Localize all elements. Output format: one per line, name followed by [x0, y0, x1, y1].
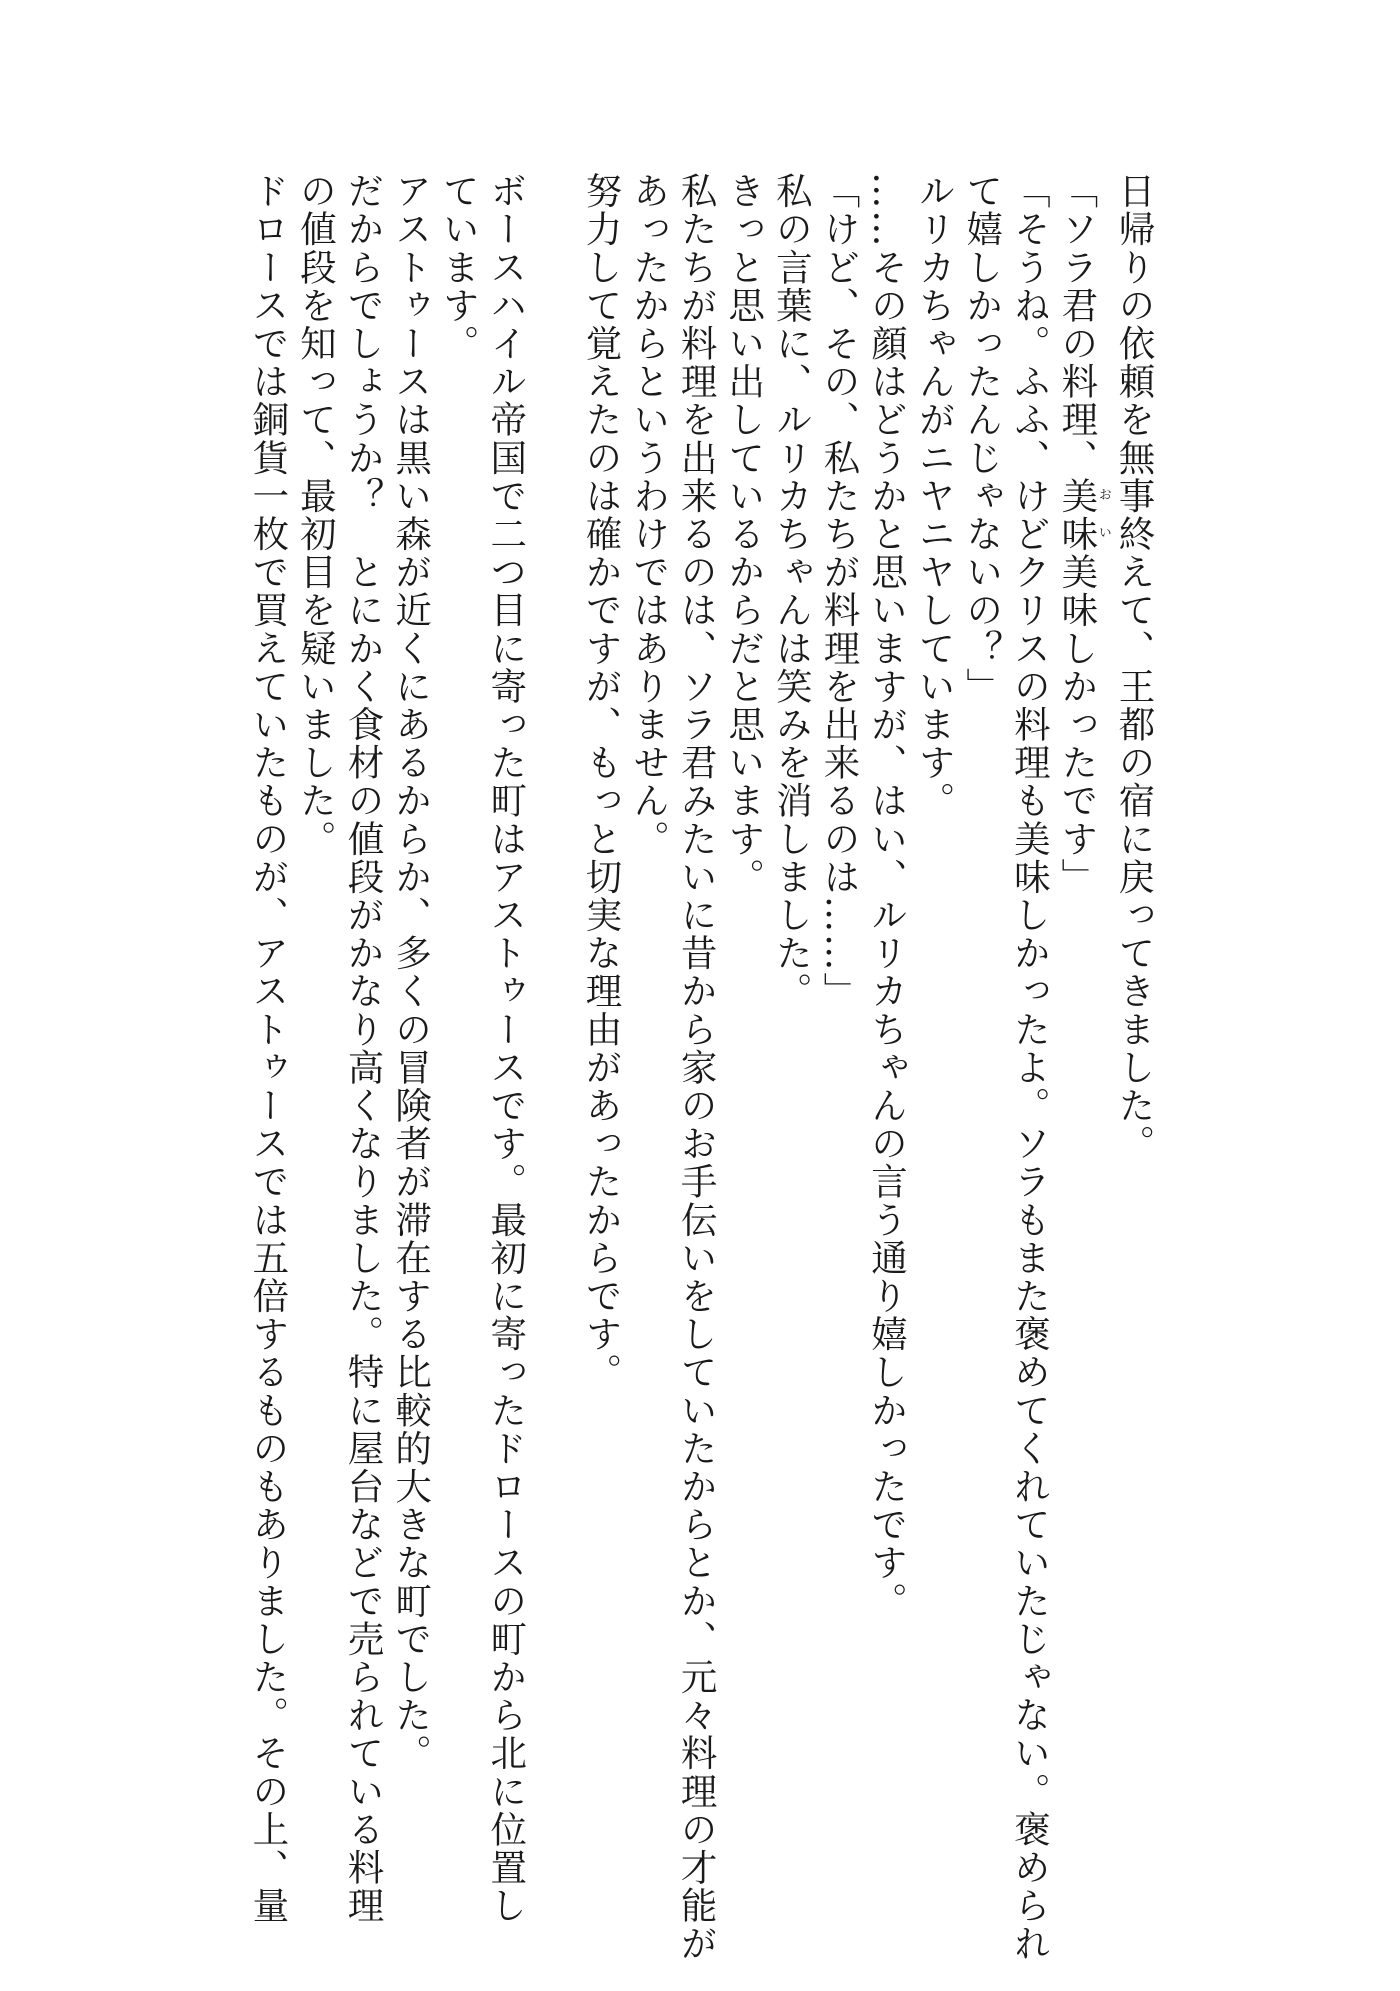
text-line-13: ボースハイル帝国で二つ目に寄った町はアストゥースです。最初に寄ったドロースの町から北に位置し [484, 172, 528, 1925]
text-line-2 [1053, 172, 1110, 1892]
text-line-6: ……その顔はどうかと思いますが、はい、ルリカちゃんの言う通り嬉しかったです。 [865, 172, 909, 1620]
text-line-5: ルリカちゃんがニヤニヤしています。 [913, 172, 957, 820]
text-line-11: あったからというわけではありません。 [627, 172, 671, 858]
text-line-15: アストゥースは黒い森が近くにあるからか、多くの冒険者が滞在する比較的大きな町でした。 [389, 172, 433, 1773]
text-line-4: て嬉しかったんじゃないの？」 [960, 172, 1004, 706]
text-line-1: 日帰りの依頼を無事終えて、王都の宿に戻ってきました。 [1113, 172, 1156, 1163]
ruby-reading: おい [1095, 476, 1111, 554]
text-line-18: ドロースでは銅貨一枚で買えていたものが、アストゥースでは五倍するものもありました。その上、量 [246, 172, 290, 1925]
text-line-16: だからでしょうか？ とにかく食材の値段がかなり高くなりました。特に屋台などで売られている料理 [342, 172, 385, 1925]
text-line-17: の値段を知って、最初目を疑いました。 [294, 172, 338, 858]
text-line-9: きっと思い出しているからだと思います。 [722, 172, 766, 896]
text-line-12: 努力して覚えたのは確かですが、もっと切実な理由があったからです。 [579, 172, 623, 1392]
text-line-7: 「けど、その、私たちが料理を出来るのは……」 [817, 172, 861, 1011]
text-line-14: ています。 [437, 172, 481, 363]
text-line-3: 「そうね。ふふ、けどクリスの料理も美味しかったよ。ソラもまた褒めてくれていたじゃない。褒められ [1008, 172, 1052, 1963]
text-line-2-part-2: 美味しかったです」 [1055, 553, 1099, 896]
text-line-10: 私たちが料理を出来るのは、ソラ君みたいに昔から家のお手伝いをしていたからとか、元々料理の才能が [675, 172, 719, 1963]
blank-line [530, 172, 578, 1892]
text-line-8: 私の言葉に、ルリカちゃんは笑みを消しました。 [770, 172, 814, 1011]
vertical-text-block [244, 172, 1158, 1963]
text-line-2-part-1: 「ソラ君の料理、 [1055, 172, 1099, 477]
furigana-ruby [1055, 476, 1111, 554]
ruby-base: 美味 [1055, 476, 1099, 554]
